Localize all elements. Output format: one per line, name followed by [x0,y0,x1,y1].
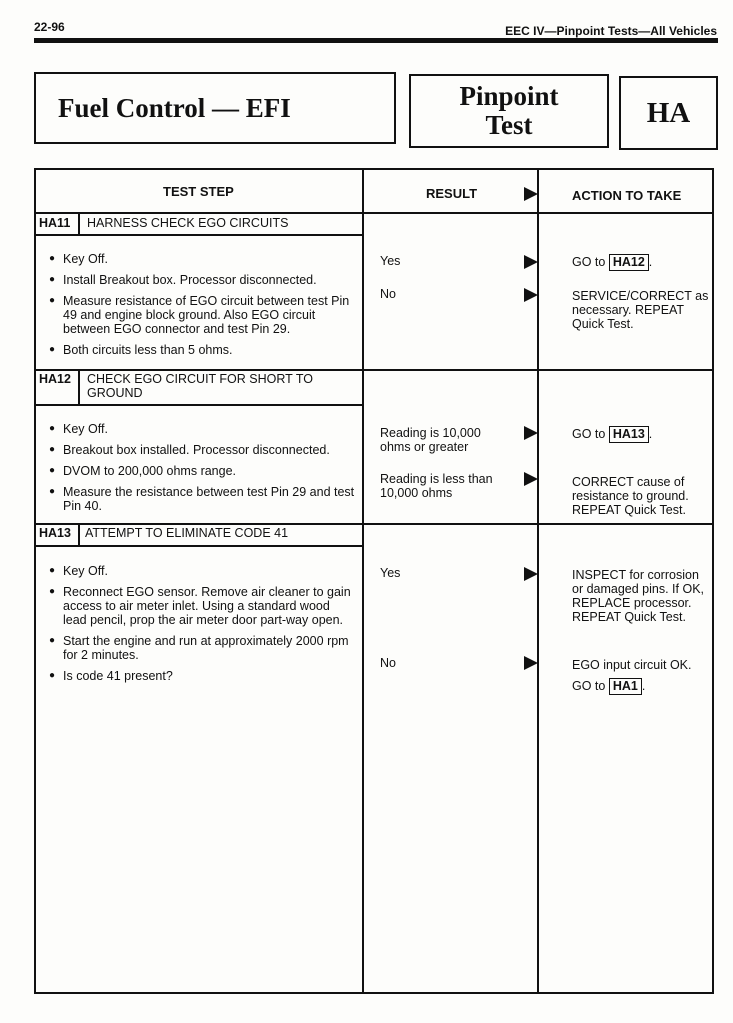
list-item: ● Is code 41 present? [49,669,355,683]
step-title-rule [36,545,362,547]
result-ha13-no: No [380,656,396,670]
list-item: ● Key Off. [49,422,355,436]
action-text: . [648,255,653,269]
result-arrow-icon [524,472,538,486]
step-divider [36,369,712,371]
step-id-ha12: HA12 [39,372,71,386]
list-item: ● Key Off. [49,252,355,266]
list-item: ● Install Breakout box. Processor disconnected. [49,273,355,287]
step-title-ha13: ATTEMPT TO ELIMINATE CODE 41 [85,526,289,540]
list-item: ● Measure resistance of EGO circuit between test Pin 49 and engine block ground. Also EGO circuit between EGO connector and test Pin 29. [49,294,355,336]
pinpoint-test-label: Pinpoint Test [459,81,559,140]
step-bullets-ha13 [49,564,355,690]
action-ha12-low: CORRECT cause of resistance to ground. REPEAT Quick Test. [572,475,689,517]
step-id-divider [78,370,80,405]
list-item: ● Both circuits less than 5 ohms. [49,343,355,357]
step-title-rule [36,234,362,236]
step-id-divider [78,524,80,546]
section-title: Fuel Control — EFI [58,92,291,123]
result-arrow-icon [524,255,538,269]
step-bullets-ha12 [49,422,355,520]
action-ha11-yes [572,254,652,271]
step-title-ha11: HARNESS CHECK EGO CIRCUITS [87,216,289,230]
action-text: . [641,679,646,693]
step-id-ha13: HA13 [39,526,71,540]
result-arrow-icon [524,567,538,581]
section-title-box [34,72,396,144]
result-arrow-icon [524,288,538,302]
result-ha11-yes: Yes [380,254,401,268]
header-rule-bottom [36,212,712,214]
result-ha11-no: No [380,287,396,301]
step-id-ha11: HA11 [39,216,71,230]
result-ha13-yes: Yes [380,566,401,580]
column-header-test-step: TEST STEP [163,184,234,199]
action-ha12-ok [572,426,652,443]
column-divider-result [362,170,364,992]
list-item: ● Measure the resistance between test Pin 29 and test Pin 40. [49,485,355,513]
goto-step-link[interactable]: HA1 [609,678,642,695]
step-divider [36,523,712,525]
action-ha11-no: SERVICE/CORRECT as necessary. REPEAT Quick Test. [572,289,709,331]
list-item: ● Breakout box installed. Processor disconnected. [49,443,355,457]
test-code-box [619,76,718,150]
action-text: EGO input circuit OK. [572,658,692,672]
result-arrow-icon [524,426,538,440]
goto-step-link[interactable]: HA13 [609,426,649,443]
step-id-divider [78,213,80,235]
list-item: ● Reconnect EGO sensor. Remove air cleaner to gain access to air meter inlet. Using a standard wood lead pencil, prop the air meter door part-way open. [49,585,355,627]
action-ha13-yes: INSPECT for corrosion or damaged pins. If OK, REPLACE processor. REPEAT Quick Test. [572,568,705,624]
action-text: GO to [572,679,606,693]
pinpoint-test-box [409,74,609,148]
pinpoint-test-table [34,168,714,994]
column-header-result: RESULT [426,186,478,201]
header-rule [34,38,718,43]
goto-step-link[interactable]: HA12 [609,254,649,271]
step-bullets-ha11 [49,252,355,364]
action-ha13-no [572,658,710,695]
page-number: 22-96 [34,20,65,34]
list-item: ● Key Off. [49,564,355,578]
result-ha12-low: Reading is less than 10,000 ohms [380,472,493,500]
column-header-action: ACTION TO TAKE [572,188,682,203]
header-arrow-icon [524,187,538,201]
running-head: EEC IV—Pinpoint Tests—All Vehicles [505,24,717,38]
result-arrow-icon [524,656,538,670]
result-ha12-ok: Reading is 10,000 ohms or greater [380,426,481,454]
list-item: ● DVOM to 200,000 ohms range. [49,464,355,478]
list-item: ● Start the engine and run at approximately 2000 rpm for 2 minutes. [49,634,355,662]
action-text: GO to [572,255,606,269]
action-text: . [648,427,653,441]
step-title-ha12: CHECK EGO CIRCUIT FOR SHORT TO GROUND [87,372,313,400]
test-code: HA [646,96,691,129]
action-text: GO to [572,427,606,441]
step-title-rule [36,404,362,406]
